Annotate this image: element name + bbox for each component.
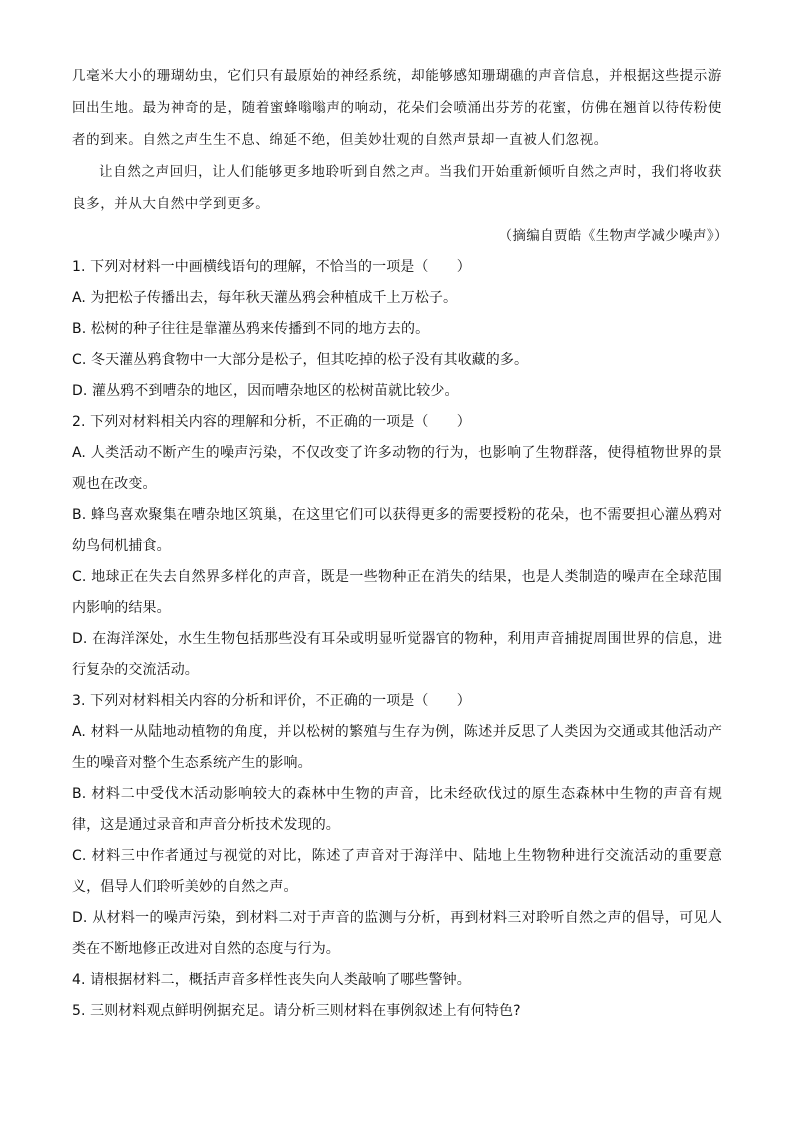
option-d: D. 灌丛鸦不到嘈杂的地区，因而嘈杂地区的松树苗就比较少。 (72, 383, 459, 399)
question-stem: 2. 下列对材料相关内容的理解和分析，不正确的一项是（ ） (72, 414, 471, 430)
passage-paragraph-1: 几毫米大小的珊瑚幼虫，它们只有最原始的神经系统，却能够感知珊瑚礁的声音信息，并根据这些提示游回出生地。最为神奇的是，随着蜜蜂嗡嗡声的响动，花朵们会喷涌出芬芳的花蜜，仿佛在翘首以待传粉使者的到来。自然之声生生不息、绵延不绝，但美妙壮观的自然声景却一直被人们忽视。 (72, 68, 722, 148)
passage-paragraph-2: 让自然之声回归，让人们能够更多地聆听到自然之声。当我们开始重新倾听自然之声时，我们将收获良多，并从大自然中学到更多。 (72, 164, 722, 212)
option-b: B. 材料二中受伐木活动影响较大的森林中生物的声音，比未经砍伐过的原生态森林中生物的声音有规律，这是通过录音和声音分析技术发现的。 (72, 786, 722, 833)
option-a: A. 人类活动不断产生的噪声污染，不仅改变了许多动物的行为，也影响了生物群落，使得植物世界的景观也在改变。 (72, 445, 722, 492)
option-d: D. 从材料一的噪声污染，到材料二对于声音的监测与分析，再到材料三对聆听自然之声的倡导，可见人类在不断地修正改进对自然的态度与行为。 (72, 910, 722, 957)
question-stem: 5. 三则材料观点鲜明例据充足。请分析三则材料在事例叙述上有何特色? (72, 1003, 521, 1019)
option-a: A. 为把松子传播出去，每年秋天灌丛鸦会种植成千上万松子。 (72, 290, 458, 306)
passage-source: （摘编自贾皓《生物声学减少噪声》） (498, 228, 728, 244)
question-4 (72, 965, 722, 996)
question-1 (72, 252, 722, 407)
option-b: B. 蜂鸟喜欢聚集在嘈杂地区筑巢，在这里它们可以获得更多的需要授粉的花朵，也不需要担心灌丛鸦对幼鸟伺机捕食。 (72, 507, 722, 554)
question-stem: 3. 下列对材料相关内容的分析和评价，不正确的一项是（ ） (72, 693, 471, 709)
question-2 (72, 407, 722, 686)
option-b: B. 松树的种子往往是靠灌丛鸦来传播到不同的地方去的。 (72, 321, 430, 337)
option-c: C. 材料三中作者通过与视觉的对比，陈述了声音对于海洋中、陆地上生物物种进行交流活动的重要意义，倡导人们聆听美妙的自然之声。 (72, 848, 722, 895)
option-a: A. 材料一从陆地动植物的角度，并以松树的繁殖与生存为例，陈述并反思了人类因为交通或其他活动产生的噪音对整个生态系统产生的影响。 (72, 724, 722, 771)
option-c: C. 地球正在失去自然界多样化的声音，既是一些物种正在消失的结果，也是人类制造的噪声在全球范围内影响的结果。 (72, 569, 722, 616)
question-5 (72, 996, 722, 1027)
option-d: D. 在海洋深处，水生生物包括那些没有耳朵或明显听觉器官的物种，利用声音捕捉周围世界的信息，进行复杂的交流活动。 (72, 631, 722, 678)
question-3 (72, 686, 722, 965)
option-c: C. 冬天灌丛鸦食物中一大部分是松子，但其吃掉的松子没有其收藏的多。 (72, 352, 529, 368)
question-stem: 1. 下列对材料一中画横线语句的理解，不恰当的一项是（ ） (72, 259, 471, 275)
question-stem: 4. 请根据材料二，概括声音多样性丧失向人类敲响了哪些警钟。 (72, 972, 471, 988)
question-list (72, 252, 722, 1027)
